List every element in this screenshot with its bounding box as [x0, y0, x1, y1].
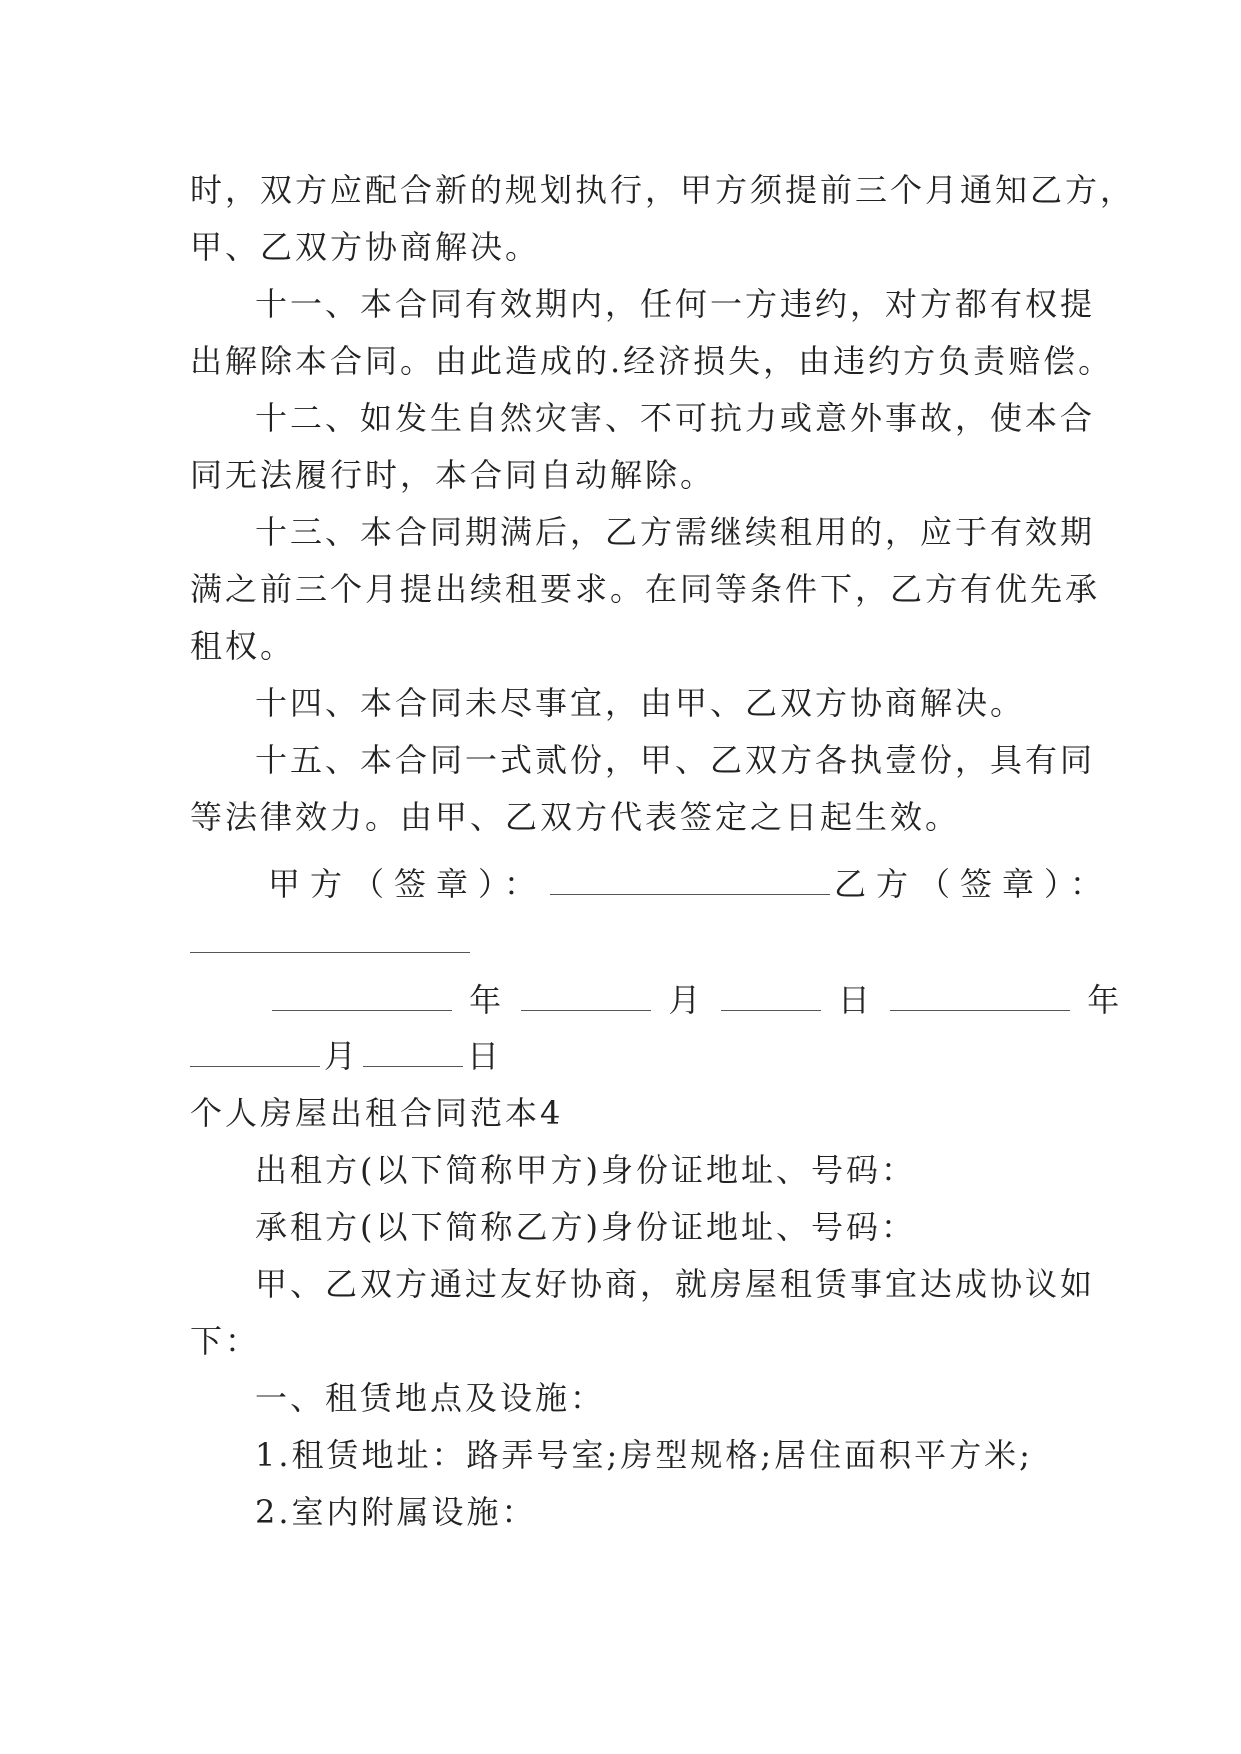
contract-4-title: 个人房屋出租合同范本4: [190, 1094, 564, 1132]
paragraph-line: 时，双方应配合新的规划执行，甲方须提前三个月通知乙方，: [190, 171, 1136, 209]
section-1-heading: 一、租赁地点及设施：: [255, 1379, 606, 1417]
section-1-item-1: 1.租赁地址：路弄号室;房型规格;居住面积平方米;: [255, 1436, 1033, 1474]
month-label: 月: [668, 981, 704, 1019]
lessee-line: 承租方(以下简称乙方)身份证地址、号码：: [255, 1208, 916, 1246]
paragraph-line: 甲、乙双方协商解决。: [190, 228, 541, 266]
year-label: 年: [469, 981, 505, 1019]
clause-11-line: 出解除本合同。由此造成的.经济损失，由违约方负责赔偿。: [190, 342, 1114, 380]
clause-11-line: 十一、本合同有效期内，任何一方违约，对方都有权提: [255, 285, 1096, 323]
clause-15-line: 十五、本合同一式贰份，甲、乙双方各执壹份，具有同: [255, 741, 1096, 779]
clause-13-line: 满之前三个月提出续租要求。在同等条件下，乙方有优先承: [190, 570, 1101, 608]
intro-line: 甲、乙双方通过友好协商，就房屋租赁事宜达成协议如: [255, 1265, 1096, 1303]
date-line: [268, 980, 1122, 1020]
party-a-year-blank: [272, 982, 452, 1011]
party-a-signature-blank: [550, 866, 830, 895]
date-line-continued: [190, 1036, 502, 1076]
clause-12-line: 同无法履行时，本合同自动解除。: [190, 456, 716, 494]
clause-13-line: 十三、本合同期满后，乙方需继续租用的，应于有效期: [255, 513, 1096, 551]
clause-15-line: 等法律效力。由甲、乙双方代表签定之日起生效。: [190, 798, 961, 836]
clause-14-line: 十四、本合同未尽事宜，由甲、乙双方协商解决。: [255, 684, 1026, 722]
party-b-month-blank: [190, 1038, 320, 1067]
party-a-day-blank: [721, 982, 821, 1011]
party-b-day-blank: [363, 1038, 463, 1067]
party-a-signature-label: 甲方（签章）：: [268, 865, 547, 903]
party-b-signature-blank: [190, 952, 470, 953]
month-label: 月: [324, 1037, 360, 1075]
year-label: 年: [1087, 981, 1123, 1019]
day-label: 日: [837, 981, 873, 1019]
lessor-line: 出租方(以下简称甲方)身份证地址、号码：: [255, 1151, 916, 1189]
party-a-month-blank: [521, 982, 651, 1011]
signature-line: [268, 864, 1112, 904]
party-b-signature-label: 乙方（签章）：: [834, 865, 1113, 903]
day-label: 日: [467, 1037, 503, 1075]
section-1-item-2: 2.室内附属设施：: [255, 1493, 537, 1531]
clause-12-line: 十二、如发生自然灾害、不可抗力或意外事故，使本合: [255, 399, 1096, 437]
intro-line: 下：: [190, 1322, 261, 1360]
clause-13-line: 租权。: [190, 627, 296, 665]
party-b-year-blank: [890, 982, 1070, 1011]
